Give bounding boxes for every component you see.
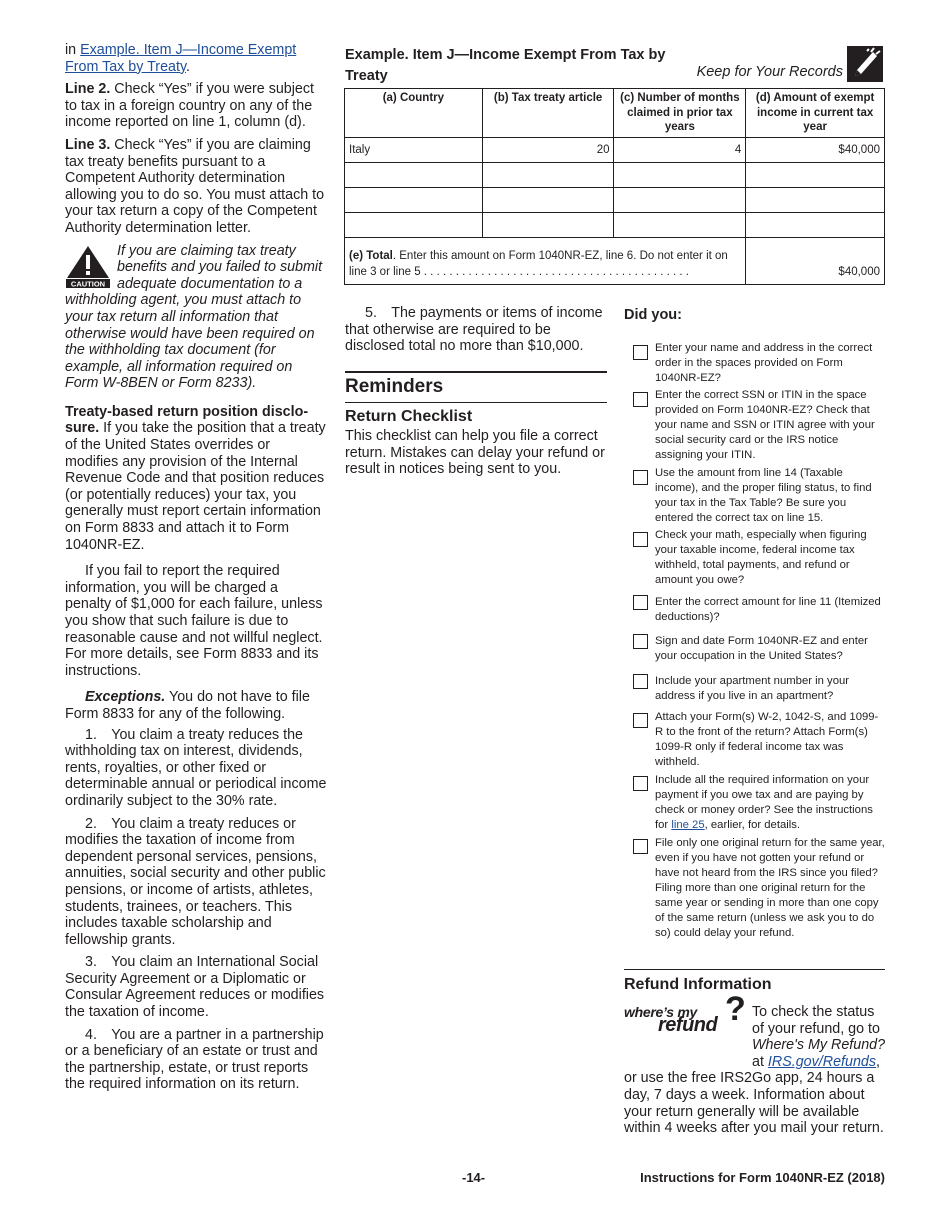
checklist-item: Include your apartment number in your address if you live in an apartment? [624, 674, 886, 704]
checkbox[interactable] [633, 595, 648, 610]
checkbox[interactable] [633, 345, 648, 360]
table-row [345, 188, 885, 213]
pencil-icon [847, 46, 883, 82]
penalty-paragraph: If you fail to report the required information, you will be charged a penalty of $1,000 for each failure, unless you show that such failure is due to reasonable cause and not willful neglect. For more details, see Form 8833 and its instructions. [65, 563, 323, 679]
line2-paragraph: Line 2. Check “Yes” if you were subject to tax in a foreign country on any of the income reported on line 1, column (d). [65, 81, 314, 131]
intro-paragraph: in Example. Item J—Income Exempt From Tax by Treaty. [65, 42, 297, 75]
checklist-item: Check your math, especially when figuring your taxable income, federal income tax withheld, total payments, and refund or amount you owe? [624, 528, 886, 588]
table-cell [482, 213, 614, 238]
irs-refunds-link[interactable]: IRS.gov/Refunds [767, 1053, 877, 1070]
checkbox[interactable] [633, 776, 648, 791]
table-row [345, 213, 885, 238]
checklist-rule [345, 402, 607, 403]
table-cell: 4 [614, 138, 746, 163]
header-treaty-article: (b) Tax treaty article [482, 89, 614, 138]
table-cell [746, 163, 885, 188]
checkbox[interactable] [633, 713, 648, 728]
checkbox[interactable] [633, 674, 648, 689]
checkbox[interactable] [633, 470, 648, 485]
table-cell [482, 188, 614, 213]
line-25-link[interactable]: line 25 [671, 819, 705, 831]
refund-heading: Refund Information [624, 976, 772, 993]
total-value-cell: $40,000 [746, 238, 885, 285]
example-item-j-link[interactable]: Example. Item J—Income Exempt From Tax by Treaty [65, 42, 297, 75]
table-cell [614, 188, 746, 213]
header-months: (c) Number of months claimed in prior tax years [614, 89, 746, 138]
table-cell [614, 163, 746, 188]
example-title: Example. Item J—Income Exempt From Tax by Treaty [345, 47, 666, 84]
treaty-table [344, 88, 885, 285]
table-cell [746, 213, 885, 238]
checkbox[interactable] [633, 392, 648, 407]
table-cell: $40,000 [746, 138, 885, 163]
did-you-heading: Did you: [624, 307, 682, 323]
line3-paragraph: Line 3. Check “Yes” if you are claiming tax treaty benefits pursuant to a Competent Authority determination allowing you to do so. You must attach to your tax return a copy of the Competent Authority determination letter. [65, 136, 325, 236]
exception-item-1: 1. You claim a treaty reduces the withholding tax on interest, dividends, rents, royalties, or other fixed or determinable annual or periodical income ordinarily subject to the 30% rate. [65, 726, 327, 809]
treaty-disclosure-paragraph: Treaty-based return position disclo- sure. If you take the position that a treaty of the United States overrides or modifies any provision of the Internal Revenue Code and that position reduces (or potentially reduces) your tax, you generally must report certain information on Form 8833 and attach it to Form 1040NR-EZ. [65, 403, 326, 553]
table-cell: 20 [482, 138, 614, 163]
checklist-item: File only one original return for the same year, even if you have not gotten your refund or have not heard from the IRS since you filed? Filing more than one original return for the same year or sending in more than one copy of the same return (unless we ask you to do so) could delay your refund. [624, 836, 886, 941]
checklist-intro: This checklist can help you file a correct return. Mistakes can delay your refund or result in notices being sent to you. [345, 427, 605, 478]
reminders-rule [345, 371, 607, 373]
header-country: (a) Country [345, 89, 483, 138]
table-row [345, 138, 885, 163]
exceptions-paragraph: Exceptions. You do not have to file Form 8833 for any of the following. [65, 689, 310, 722]
checklist-item: Sign and date Form 1040NR-EZ and enter your occupation in the United States? [624, 634, 886, 664]
caution-note: CAUTION If you are claiming tax treaty benefits and you failed to submit adequate documentation to a withholding agent, you must attach to your tax return all information that otherwise would have been required on the withholding tax document (for example, all information required on Form W-8BEN or Form 8233). [65, 242, 323, 392]
checklist-item: Enter the correct SSN or ITIN in the space provided on Form 1040NR-EZ? Check that your name and SSN or ITIN agree with your social security card or the IRS notice assigning your ITIN. [624, 388, 886, 463]
page-number: -14- [462, 1170, 486, 1185]
exception-item-2: 2. You claim a treaty reduces or modifies the taxation of income from dependent personal services, pensions, annuities, social security and other public pensions, or income of artists, athletes, students, trainees, or teachers. This includes taxable scholarship and fellowship grants. [65, 815, 326, 948]
refund-paragraph: where’s my refund ? To check the status of your refund, go to Where's My Refund? at IRS.gov/Refunds, or use the free IRS2Go app, 24 hours a day, 7 days a week. Information about your return generally will be available within 4 weeks after you mail your return. [624, 990, 886, 1137]
keep-for-records: Keep for Your Records [696, 64, 843, 80]
exception-item-5: 5. The payments or items of income that otherwise are required to be disclosed total no more than $10,000. [345, 305, 603, 355]
middle-column [345, 305, 607, 478]
total-label-cell: (e) Total. Enter this amount on Form 1040NR-EZ, line 6. Do not enter it on line 3 or line 5 . . . . . . . . . . . . . . . . . . . . . . . . . . . . . . . . . . . . . . . . . . [345, 238, 746, 285]
table-cell [746, 188, 885, 213]
return-checklist-heading: Return Checklist [345, 408, 473, 426]
svg-text:CAUTION: CAUTION [70, 279, 106, 288]
table-header-row [345, 89, 885, 138]
table-row [345, 163, 885, 188]
exception-item-3: 3. You claim an International Social Security Agreement or a Diplomatic or Consular Agreement reduces or modifies the taxation of income. [65, 954, 325, 1021]
table-cell [345, 163, 483, 188]
wheres-my-refund-logo: where’s my refund ? [624, 990, 746, 1036]
table-cell [345, 188, 483, 213]
table-cell: Italy [345, 138, 483, 163]
exception-item-4: 4. You are a partner in a partnership or a beneficiary of an estate or trust and the partnership, estate, or trust reports the required information on its return. [65, 1026, 324, 1093]
reminders-heading: Reminders [345, 375, 444, 397]
checkbox[interactable] [633, 532, 648, 547]
table-cell [482, 163, 614, 188]
refund-rule [624, 969, 885, 970]
table-cell [614, 213, 746, 238]
total-row [345, 238, 885, 285]
checkbox[interactable] [633, 839, 648, 854]
table-cell [345, 213, 483, 238]
header-amount: (d) Amount of exempt income in current tax year [746, 89, 885, 138]
caution-icon [65, 244, 111, 288]
question-mark-icon: ? [725, 990, 746, 1028]
checklist-item: Use the amount from line 14 (Taxable income), and the proper filing status, to find your tax in the Tax Table? Be sure you entered the correct tax on line 15. [624, 466, 886, 526]
left-column [65, 42, 327, 1099]
checkbox[interactable] [633, 634, 648, 649]
checklist-item: Attach your Form(s) W-2, 1042-S, and 1099-R to the front of the return? Attach Form(s) 1099-R only if federal income tax was withheld. [624, 710, 886, 770]
checklist-item: Enter the correct amount for line 11 (Itemized deductions)? [624, 595, 886, 625]
footer-title: Instructions for Form 1040NR-EZ (2018) [640, 1170, 885, 1185]
checklist-item: Include all the required information on your payment if you owe tax and are paying by check or money order? See the instructions for line 25, earlier, for details. [624, 773, 886, 833]
checklist-item: Enter your name and address in the correct order in the spaces provided on Form 1040NR-EZ? [624, 341, 886, 386]
